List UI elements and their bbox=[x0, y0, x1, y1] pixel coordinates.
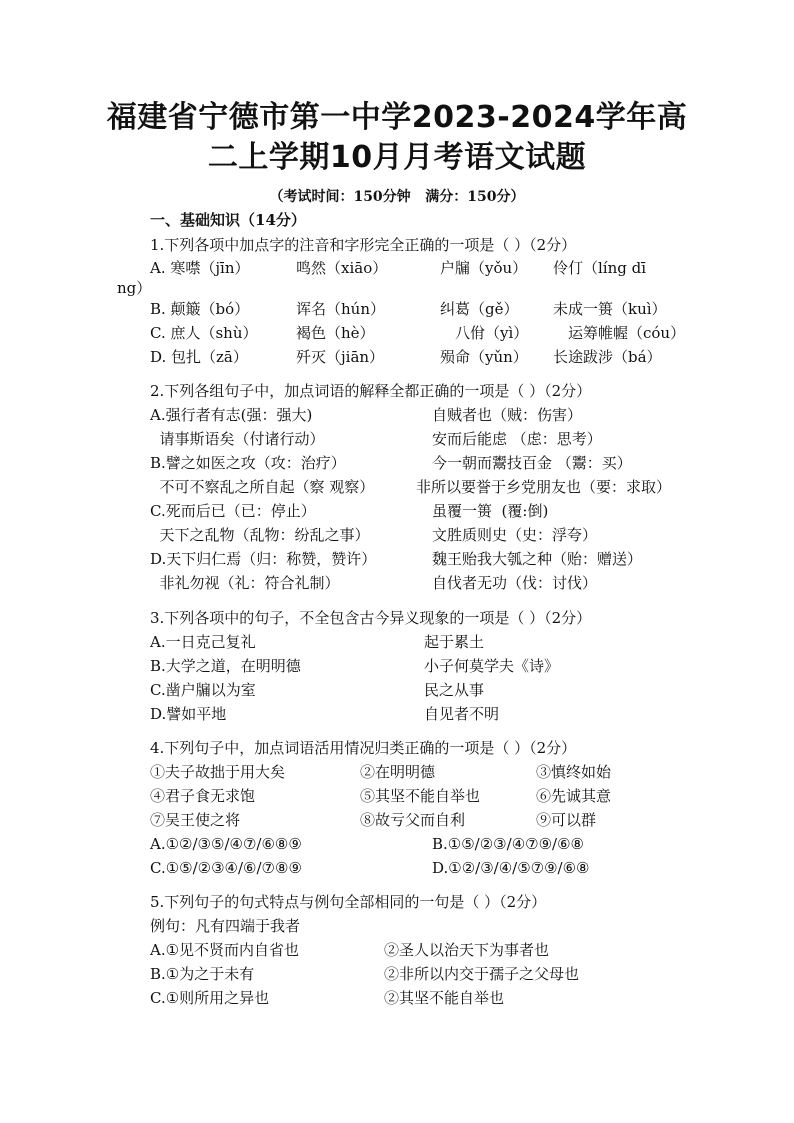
q4-item-3: ③慎终如始 bbox=[536, 763, 612, 781]
q5-example: 例句：凡有四端于我者 bbox=[150, 917, 301, 935]
q4-item-8: ⑧故亏父而自利 bbox=[360, 811, 466, 829]
q4-option-c: C.①⑤/②③④/⑥/⑦⑧⑨ bbox=[150, 859, 302, 877]
q4-item-5: ⑤其坚不能自举也 bbox=[360, 787, 481, 805]
q3-row-4-right: 自见者不明 bbox=[424, 705, 500, 723]
q3-row-3-left: C.凿户牖以为室 bbox=[150, 681, 256, 699]
q4-item-1: ①夫子故拙于用大矣 bbox=[150, 763, 286, 781]
q4-option-b: B.①⑤/②③/④⑦⑨/⑥⑧ bbox=[432, 835, 584, 853]
q2-row-7-right: 魏王贻我大瓠之种（贻：赠送） bbox=[432, 550, 643, 568]
q1-c-word-2: 褐色（hè） bbox=[296, 324, 375, 342]
q2-row-3-left: B.譬之如医之攻（攻：治疗） bbox=[150, 454, 346, 472]
q5-row-1-right: ②圣人以治天下为事者也 bbox=[384, 941, 550, 959]
q5-row-3-left: C.①则所用之异也 bbox=[150, 989, 270, 1007]
q2-row-8-right: 自伐者无功（伐：讨伐） bbox=[432, 574, 598, 592]
question-1-stem: 1.下列各项中加点字的注音和字形完全正确的一项是（ ）（2分） bbox=[150, 236, 577, 254]
q2-row-7-left: D.天下归仁焉（归：称赞，赞许） bbox=[150, 550, 377, 568]
q3-row-1-left: A.一日克己复礼 bbox=[150, 633, 256, 651]
q5-row-2-left: B.①为之于未有 bbox=[150, 965, 255, 983]
question-5-stem: 5.下列句子的句式特点与例句全部相同的一句是（ ）（2分） bbox=[150, 893, 547, 911]
q5-row-3-right: ②其坚不能自举也 bbox=[384, 989, 505, 1007]
q4-item-2: ②在明明德 bbox=[360, 763, 436, 781]
title-line-1: 福建省宁德市第一中学2023-2024学年高 bbox=[106, 100, 688, 135]
section-heading: 一、基础知识（14分） bbox=[150, 211, 306, 229]
q1-c-word-1: C. 庶人（shù） bbox=[150, 324, 258, 342]
q1-d-word-4: 长途跋涉（bá） bbox=[553, 348, 662, 366]
q2-row-1-left: A.强行者有志(强：强大) bbox=[150, 406, 313, 424]
q2-row-1-right: 自贼者也（贼：伤害） bbox=[432, 406, 583, 424]
q2-row-2-right: 安而后能虑 （虑：思考） bbox=[432, 430, 602, 448]
q1-a-wrap: ng） bbox=[117, 279, 152, 297]
q4-item-6: ⑥先诚其意 bbox=[536, 787, 612, 805]
q1-b-word-2: 诨名（hún） bbox=[296, 300, 385, 318]
q2-row-3-right: 今一朝而鬻技百金 （鬻：买） bbox=[432, 454, 632, 472]
title-line-2: 二上学期10月月考语文试题 bbox=[207, 140, 587, 175]
q4-item-4: ④君子食无求饱 bbox=[150, 787, 256, 805]
q5-row-2-right: ②非所以内交于孺子之父母也 bbox=[384, 965, 580, 983]
q2-row-5-left: C.死而后已（已：停止） bbox=[150, 502, 316, 520]
question-3-stem: 3.下列各项中的句子，不全包含古今异义现象的一项是（ ）（2分） bbox=[150, 609, 592, 627]
q2-row-8-left: 非礼勿视（礼：符合礼制） bbox=[150, 574, 340, 592]
q1-b-word-1: B. 颠簸（bó） bbox=[150, 300, 250, 318]
q1-d-word-2: 歼灭（jiān） bbox=[296, 348, 385, 366]
q1-b-word-3: 纠葛（gě） bbox=[440, 300, 519, 318]
q2-row-6-left: 天下之乱物（乱物：纷乱之事） bbox=[150, 526, 370, 544]
q2-row-4-left: 不可不察乱之所自起（察 观察） bbox=[150, 478, 375, 496]
q1-b-word-4: 未成一篑（kuì） bbox=[553, 300, 667, 318]
q1-c-word-3: 八佾（yì） bbox=[455, 324, 529, 342]
q4-option-a: A.①②/③⑤/④⑦/⑥⑧⑨ bbox=[150, 835, 302, 853]
q5-row-1-left: A.①见不贤而内自省也 bbox=[150, 941, 300, 959]
q1-a-word-1: A. 寒噤（jīn） bbox=[150, 259, 250, 277]
q1-c-word-4: 运筹帷幄（cóu） bbox=[568, 324, 686, 342]
q4-option-d: D.①②/③/④/⑤⑦⑨/⑥⑧ bbox=[432, 859, 590, 877]
question-4-stem: 4.下列句子中，加点词语活用情况归类正确的一项是（ ）（2分） bbox=[150, 739, 577, 757]
question-2-stem: 2.下列各组句子中，加点词语的解释全都正确的一项是（ ）（2分） bbox=[150, 382, 592, 400]
q4-item-9: ⑨可以群 bbox=[536, 811, 597, 829]
q1-a-word-3: 户牖（yǒu） bbox=[440, 259, 528, 277]
q1-d-word-3: 殒命（yǔn） bbox=[440, 348, 528, 366]
q3-row-4-left: D.譬如平地 bbox=[150, 705, 227, 723]
q4-item-7: ⑦吴王使之将 bbox=[150, 811, 241, 829]
q2-row-6-right: 文胜质则史（史：浮夸） bbox=[432, 526, 598, 544]
q3-row-3-right: 民之从事 bbox=[424, 681, 485, 699]
q2-row-4-right: 非所以要誉于乡党朋友也（要：求取） bbox=[416, 478, 672, 496]
exam-info: （考试时间：150分钟 满分：150分） bbox=[269, 189, 525, 205]
q3-row-2-left: B.大学之道，在明明德 bbox=[150, 657, 301, 675]
q3-row-2-right: 小子何莫学夫《诗》 bbox=[424, 657, 560, 675]
q2-row-5-right: 虽覆一篑 (覆:倒) bbox=[432, 502, 549, 520]
q1-a-word-2: 鸣然（xiāo） bbox=[296, 259, 388, 277]
q1-a-word-4: 伶仃（líng dī bbox=[553, 259, 647, 277]
q2-row-2-left: 请事斯语矣（付诸行动） bbox=[150, 430, 325, 448]
q1-d-word-1: D. 包扎（zā） bbox=[150, 348, 248, 366]
q3-row-1-right: 起于累土 bbox=[424, 633, 485, 651]
